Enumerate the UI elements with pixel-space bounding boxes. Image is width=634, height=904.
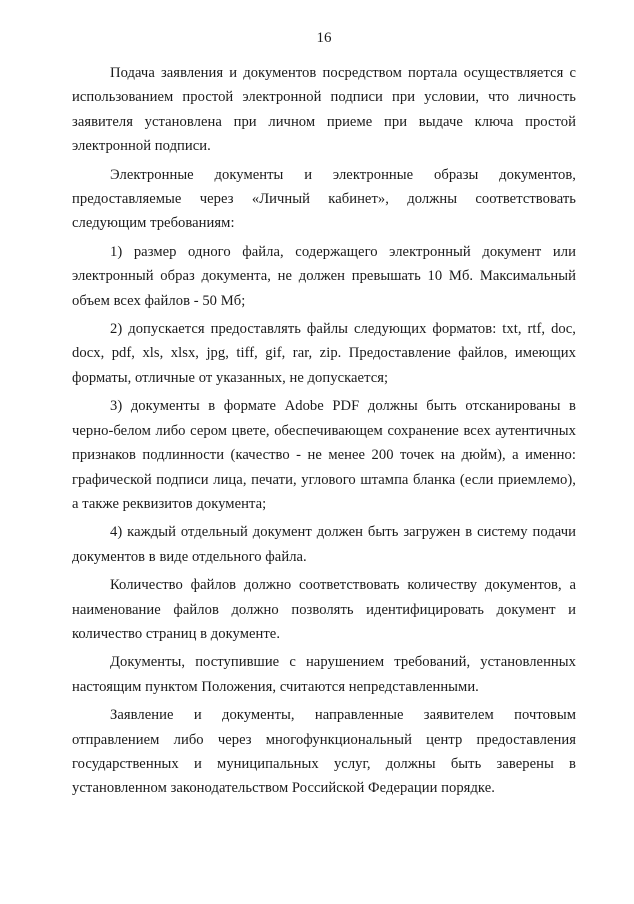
requirement-file-formats: 2) допускается предоставлять файлы следующих форматов: txt, rtf, doc, docx, pdf, xls, xlsx, jpg, tiff, gif, rar, zip. Предоставление файлов, имеющих форматы, отличные от указанных, не допускается; xyxy=(72,321,576,386)
paragraph-postal-submission: Заявление и документы, направленные заявителем почтовым отправлением либо через многофункциональный центр предоставления государственных и муниципальных услуг, должны быть заверены в установленном законодательством Российской Федерации порядке. xyxy=(72,707,576,797)
requirement-file-size: 1) размер одного файла, содержащего электронный документ или электронный образ документа, не должен превышать 10 Мб. Максимальный объем всех файлов - 50 Мб; xyxy=(72,243,576,309)
requirement-separate-file: 4) каждый отдельный документ должен быть загружен в систему подачи документов в виде отдельного файла. xyxy=(72,524,576,565)
page-number: 16 xyxy=(316,30,332,46)
paragraph-rejected-documents: Документы, поступившие с нарушением требований, установленных настоящим пунктом Положения, считаются непредставленными. xyxy=(72,654,576,695)
paragraph-file-count: Количество файлов должно соответствовать количеству документов, а наименование файлов должно позволять идентифицировать документ и количество страниц в документе. xyxy=(72,577,576,642)
requirement-pdf-scan: 3) документы в формате Adobe PDF должны быть отсканированы в черно-белом либо сером цвете, обеспечивающем сохранение всех аутентичных признаков подлинности (качество - не менее 200 точек на дюйм), а именно: графической подписи лица, печати, углового штампа бланка (если приемлемо), а также реквизитов документа; xyxy=(72,398,576,512)
paragraph-portal-signature: Подача заявления и документов посредством портала осуществляется с использованием простой электронной подписи при условии, что личность заявителя установлена при личном приеме при выдаче ключа простой электронной подписи. xyxy=(72,65,576,155)
paragraph-electronic-requirements: Электронные документы и электронные образы документов, предоставляемые через «Личный кабинет», должны соответствовать следующим требованиям: xyxy=(72,166,576,232)
